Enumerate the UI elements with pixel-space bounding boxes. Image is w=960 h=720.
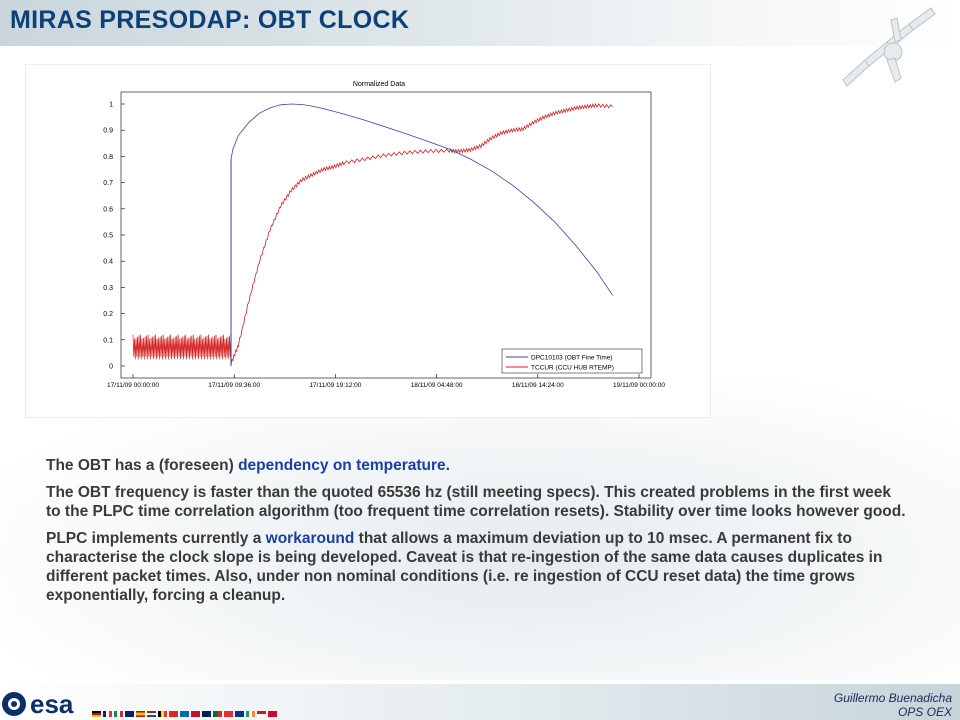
x-tick-label: 17/11/09 00:00:00 <box>107 382 159 389</box>
author-name: Guillermo Buenadicha <box>833 691 952 705</box>
p1-text: The OBT has a (foreseen) <box>46 457 239 474</box>
esa-logo-text: esa <box>30 689 74 719</box>
p1-end: . <box>445 457 450 474</box>
chart-title: Normalized Data <box>352 81 406 88</box>
legend-label: DPC10103 (OBT Fine Time) <box>531 354 613 362</box>
author-credit <box>834 691 952 719</box>
y-tick-label: 0.4 <box>103 258 113 266</box>
y-tick-label: 0.1 <box>103 337 113 345</box>
paragraph-frequency: The OBT frequency is faster than the quoted 65536 hz (still meeting specs). This created problems in the first week to the PLPC time correlation algorithm (too frequent time correlation resets). Stability over time looks however good. <box>46 484 906 520</box>
legend-label: TCCUR (CCU HUB RTEMP) <box>531 364 614 372</box>
paragraph-workaround <box>46 529 906 605</box>
x-tick-label: 17/11/09 19:12:00 <box>309 382 362 389</box>
normalized-data-chart <box>26 65 710 417</box>
y-tick-label: 0 <box>109 363 113 371</box>
y-tick-label: 0.3 <box>103 284 113 292</box>
department: OPS OEX <box>897 705 952 719</box>
paragraph-temperature <box>46 456 906 475</box>
slide-title: MIRAS PRESODAP: OBT CLOCK <box>10 6 410 34</box>
x-tick-label: 17/11/09 09:36:00 <box>208 382 261 389</box>
y-tick-label: 0.9 <box>103 127 113 135</box>
p3-text: PLPC implements currently a <box>46 530 266 547</box>
y-tick-label: 0.6 <box>103 206 113 214</box>
workaround-link: workaround <box>265 530 355 547</box>
esa-logo <box>0 686 90 720</box>
smos-satellite-icon <box>835 2 955 102</box>
temperature-dependency-link: dependency on temperature <box>238 457 446 474</box>
x-tick-label: 18/11/09 04:48:00 <box>410 382 463 389</box>
y-tick-label: 1 <box>109 101 113 109</box>
y-tick-label: 0.2 <box>103 311 113 319</box>
x-tick-label: 19/11/09 00:00:00 <box>613 382 665 389</box>
chart-legend <box>502 349 642 373</box>
y-tick-label: 0.7 <box>103 180 113 188</box>
p3-rest: that allows a maximum deviation up to 10 msec. A permanent fix to characterise the clock slope is being developed. Caveat is that re-ingestion of the same data causes duplicates in different packet times. Also, under non nominal conditions (i.e. re ingestion of CCU reset data) the time grows exponentially, forcing a cleanup. <box>46 530 883 604</box>
x-tick-label: 18/11/09 14:24:00 <box>511 382 564 389</box>
y-tick-label: 0.5 <box>103 232 113 240</box>
member-state-flags <box>92 711 277 717</box>
body-text <box>46 456 906 613</box>
chart-panel <box>25 64 711 418</box>
y-tick-label: 0.8 <box>103 153 113 161</box>
